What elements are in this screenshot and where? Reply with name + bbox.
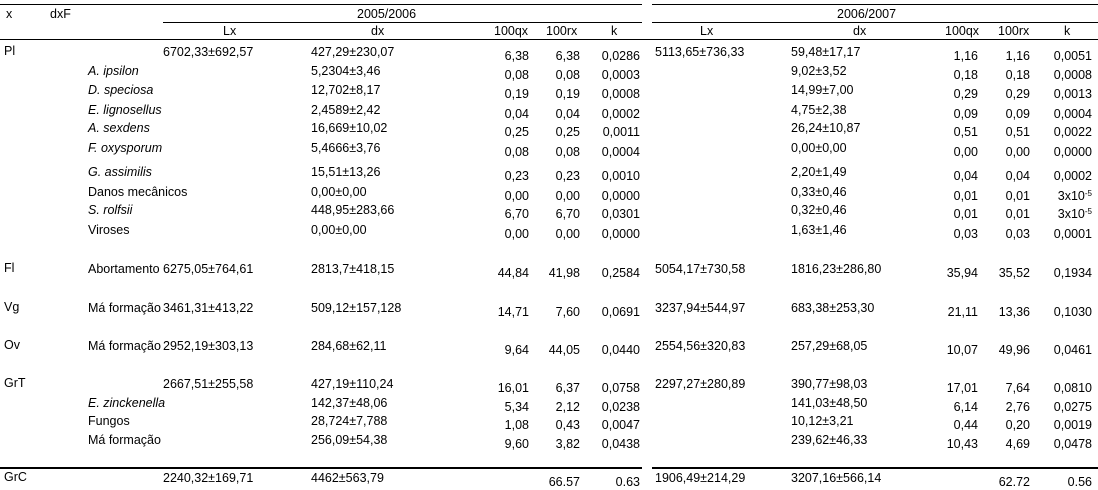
cell-100rx-2006: 13,36 (998, 305, 1030, 319)
cell-dx-2005: 448,95±283,66 (311, 203, 395, 217)
cell-lx-2006: 3237,94±544,97 (655, 301, 746, 315)
cell-100rx-2006: 0,29 (1005, 87, 1030, 101)
cell-k-2006: 0,0275 (1053, 400, 1092, 414)
factor-label: Má formação (88, 301, 161, 315)
cell-100qx-2005: 16,01 (497, 381, 529, 395)
cell-100rx-2006: 62.72 (998, 475, 1030, 489)
header-year-2005-2006: 2005/2006 (357, 7, 417, 21)
cell-100qx-2006: 21,11 (947, 305, 978, 319)
exponent: -5 (1084, 189, 1092, 198)
cell-100rx-2006: 0,03 (1005, 227, 1030, 241)
header-k-b: k (1064, 24, 1071, 38)
cell-k-2005: 0,0238 (601, 400, 640, 414)
cell-100rx-2006: 0,51 (1005, 125, 1030, 139)
cell-k-2006: 0,0051 (1053, 49, 1092, 63)
cell-100qx-2006: 0,01 (953, 189, 978, 203)
cell-100qx-2005: 6,70 (504, 207, 529, 221)
cell-100rx-2006: 1,16 (1005, 49, 1030, 63)
cell-lx-2006: 2297,27±280,89 (655, 377, 746, 391)
cell-k-2005: 0,0286 (601, 49, 640, 63)
cell-100qx-2006: 0,29 (953, 87, 978, 101)
cell-100rx-2006: 0,01 (1005, 189, 1030, 203)
cell-100rx-2006: 0,04 (1005, 169, 1030, 183)
cell-dx-2006: 0,32±0,46 (791, 203, 847, 217)
cell-100qx-2005: 5,34 (504, 400, 529, 414)
cell-dx-2005: 4462±563,79 (311, 471, 384, 485)
cell-dx-2006: 239,62±46,33 (791, 433, 868, 447)
cell-100rx-2006: 0,18 (1005, 68, 1030, 82)
cell-100qx-2006: 35,94 (946, 266, 978, 280)
top-rule-right (652, 4, 1098, 5)
cell-100rx-2005: 0,23 (555, 169, 580, 183)
cell-k-2006: 0,0461 (1053, 343, 1092, 357)
cell-dx-2005: 284,68±62,11 (311, 339, 387, 353)
cell-k-2005: 0,0011 (602, 125, 640, 139)
header-100rx-a: 100rx (546, 24, 578, 38)
cell-100qx-2006: 0,01 (953, 207, 978, 221)
factor-label: A. sexdens (88, 121, 150, 135)
cell-100qx-2006: 1,16 (953, 49, 978, 63)
cell-k-2006: 0,0000 (1053, 145, 1092, 159)
cell-k-2005: 0,2584 (601, 266, 640, 280)
cell-lx-2005: 6702,33±692,57 (163, 45, 254, 59)
factor-label: E. lignosellus (88, 103, 162, 117)
header-100rx-b: 100rx (998, 24, 1030, 38)
cell-lx-2005: 2667,51±255,58 (163, 377, 254, 391)
cell-100rx-2005: 6,37 (555, 381, 580, 395)
cell-dx-2005: 427,19±110,24 (311, 377, 394, 391)
cell-100qx-2005: 14,71 (497, 305, 529, 319)
cell-dx-2006: 390,77±98,03 (791, 377, 868, 391)
group-rule-right (652, 22, 1098, 23)
header-100qx-a: 100qx (494, 24, 529, 38)
cell-100qx-2005: 44,84 (497, 266, 529, 280)
header-dx-b: dx (853, 24, 867, 38)
cell-dx-2006: 9,02±3,52 (791, 64, 847, 78)
cell-lx-2006: 5054,17±730,58 (655, 262, 746, 276)
cell-k-2005: 0,0691 (601, 305, 640, 319)
cell-k-2006: 0,0001 (1053, 227, 1092, 241)
cell-100qx-2006: 0,09 (953, 107, 978, 121)
cell-100qx-2006: 6,14 (953, 400, 978, 414)
cell-100qx-2005: 0,08 (504, 68, 529, 82)
factor-label: F. oxysporum (88, 141, 163, 155)
cell-100qx-2005: 0,19 (504, 87, 529, 101)
cell-k-2006: 0,0478 (1053, 437, 1092, 451)
cell-100rx-2006: 0,09 (1005, 107, 1030, 121)
cell-dx-2005: 16,669±10,02 (311, 121, 388, 135)
bottom-rule-left (0, 467, 642, 469)
cell-k-2005: 0,0758 (601, 381, 640, 395)
cell-k-2006: 0,0004 (1053, 107, 1092, 121)
cell-dx-2005: 28,724±7,788 (311, 414, 388, 428)
cell-100qx-2006: 0,00 (953, 145, 978, 159)
cell-100qx-2005: 6,38 (504, 49, 529, 63)
exponent: -5 (1084, 207, 1092, 216)
cell-dx-2006: 3207,16±566,14 (791, 471, 882, 485)
cell-100rx-2006: 2,76 (1005, 400, 1030, 414)
cell-lx-2005: 6275,05±764,61 (163, 262, 254, 276)
cell-dx-2005: 0,00±0,00 (311, 185, 367, 199)
cell-k-2005: 0,0010 (601, 169, 640, 183)
bottom-rule-right (652, 467, 1098, 469)
cell-dx-2005: 12,702±8,17 (311, 83, 381, 97)
cell-dx-2006: 683,38±253,30 (791, 301, 875, 315)
cell-100qx-2005: 0,00 (504, 227, 529, 241)
cell-100rx-2005: 0,19 (555, 87, 580, 101)
cell-k-2006: 0,0013 (1053, 87, 1092, 101)
cell-100qx-2005: 9,60 (504, 437, 529, 451)
cell-100qx-2005: 0,00 (504, 189, 529, 203)
cell-100rx-2006: 7,64 (1005, 381, 1030, 395)
cell-100rx-2005: 0,04 (555, 107, 580, 121)
header-dx-a: dx (371, 24, 385, 38)
cell-100rx-2005: 6,38 (555, 49, 580, 63)
cell-dx-2006: 4,75±2,38 (791, 103, 847, 117)
factor-label: Má formação (88, 433, 161, 447)
cell-k-2005: 0,0301 (601, 207, 640, 221)
cell-dx-2005: 256,09±54,38 (311, 433, 388, 447)
cell-lx-2006: 5113,65±736,33 (655, 45, 745, 59)
cell-k-2005: 0,0008 (601, 87, 640, 101)
cell-100qx-2006: 0,18 (953, 68, 978, 82)
cell-100qx-2006: 10,07 (946, 343, 978, 357)
stage-label: Ov (4, 338, 20, 352)
cell-dx-2006: 59,48±17,17 (791, 45, 861, 59)
cell-k-2006: 0,1934 (1053, 266, 1092, 280)
cell-100rx-2005: 3,82 (555, 437, 580, 451)
cell-dx-2005: 5,4666±3,76 (311, 141, 381, 155)
cell-lx-2006: 1906,49±214,29 (655, 471, 746, 485)
cell-100qx-2005: 9,64 (504, 343, 529, 357)
cell-k-2005: 0,0000 (601, 227, 640, 241)
cell-lx-2005: 2952,19±303,13 (163, 339, 254, 353)
factor-label: Má formação (88, 339, 161, 353)
cell-lx-2005: 2240,32±169,71 (163, 471, 254, 485)
cell-100qx-2005: 0,04 (504, 107, 529, 121)
header-x: x (6, 7, 13, 21)
cell-100rx-2005: 2,12 (555, 400, 580, 414)
header-bottom-rule (0, 39, 1098, 40)
factor-label: D. speciosa (88, 83, 154, 97)
cell-dx-2005: 142,37±48,06 (311, 396, 388, 410)
cell-k-2006: 0,0810 (1053, 381, 1092, 395)
stage-label: Vg (4, 300, 20, 314)
cell-k-2006: 0.56 (1067, 475, 1092, 489)
stage-label: Pl (4, 44, 16, 58)
factor-label: S. rolfsii (88, 203, 133, 217)
cell-100qx-2006: 17,01 (946, 381, 978, 395)
cell-k-2005: 0.63 (615, 475, 640, 489)
header-year-2006-2007: 2006/2007 (837, 7, 897, 21)
cell-100rx-2006: 4,69 (1005, 437, 1030, 451)
group-rule-left (163, 22, 642, 23)
cell-100rx-2005: 41,98 (548, 266, 580, 280)
factor-label: E. zinckenella (88, 396, 166, 410)
cell-100qx-2006: 0,03 (953, 227, 978, 241)
cell-dx-2006: 0,33±0,46 (791, 185, 847, 199)
header-100qx-b: 100qx (945, 24, 980, 38)
cell-dx-2005: 15,51±13,26 (311, 165, 381, 179)
stage-label: Fl (4, 261, 15, 275)
factor-label: Fungos (88, 414, 130, 428)
cell-100qx-2005: 0,08 (504, 145, 529, 159)
cell-k-2006: 0,1030 (1053, 305, 1092, 319)
cell-100qx-2005: 0,25 (504, 125, 529, 139)
cell-100rx-2006: 0,00 (1005, 145, 1030, 159)
header-dxf: dxF (50, 7, 71, 21)
cell-dx-2006: 26,24±10,87 (791, 121, 861, 135)
cell-k-2005: 0,0003 (601, 68, 640, 82)
cell-dx-2006: 1816,23±286,80 (791, 262, 882, 276)
cell-100rx-2006: 0,20 (1005, 418, 1030, 432)
cell-100rx-2005: 0,08 (555, 145, 580, 159)
cell-lx-2005: 3461,31±413,22 (163, 301, 254, 315)
cell-k-2005: 0,0000 (601, 189, 640, 203)
cell-dx-2005: 2813,7±418,15 (311, 262, 395, 276)
factor-label: G. assimilis (88, 165, 152, 179)
factor-label: Abortamento (88, 262, 160, 276)
cell-100rx-2005: 0,00 (555, 189, 580, 203)
cell-100qx-2005: 0,23 (504, 169, 529, 183)
cell-100rx-2005: 0,43 (555, 418, 580, 432)
cell-k-2006: 0,0019 (1053, 418, 1092, 432)
cell-100qx-2006: 0,51 (953, 125, 978, 139)
cell-k-2005: 0,0002 (601, 107, 640, 121)
cell-100qx-2006: 0,44 (953, 418, 978, 432)
cell-100qx-2006: 10,43 (946, 437, 978, 451)
cell-k-2006: 0,0002 (1053, 169, 1092, 183)
cell-dx-2006: 10,12±3,21 (791, 414, 854, 428)
factor-label: Danos mecânicos (88, 185, 188, 199)
cell-k-2006: $3x10^{-5}$ (1057, 189, 1092, 203)
cell-dx-2005: 2,4589±2,42 (311, 103, 381, 117)
cell-k-2005: 0,0004 (601, 145, 640, 159)
cell-dx-2006: 14,99±7,00 (791, 83, 854, 97)
cell-dx-2006: 0,00±0,00 (791, 141, 847, 155)
factor-label: A. ipsilon (88, 64, 139, 78)
header-lx-b: Lx (700, 24, 714, 38)
cell-100qx-2005: 1,08 (504, 418, 529, 432)
header-lx-a: Lx (223, 24, 237, 38)
cell-dx-2005: 5,2304±3,46 (311, 64, 381, 78)
cell-100rx-2005: 66.57 (548, 475, 580, 489)
cell-lx-2006: 2554,56±320,83 (655, 339, 746, 353)
cell-k-2005: 0,0047 (601, 418, 640, 432)
cell-100rx-2006: 35,52 (998, 266, 1030, 280)
cell-100rx-2005: 0,08 (555, 68, 580, 82)
cell-100rx-2005: 0,25 (555, 125, 580, 139)
stage-label: GrT (4, 376, 26, 390)
cell-k-2006: 0,0022 (1053, 125, 1092, 139)
top-rule-left (0, 4, 642, 5)
factor-label: Viroses (88, 223, 130, 237)
cell-100rx-2005: 44,05 (548, 343, 580, 357)
stage-label: GrC (4, 470, 27, 484)
cell-100rx-2005: 7,60 (555, 305, 580, 319)
cell-k-2005: 0,0438 (601, 437, 640, 451)
cell-dx-2006: 1,63±1,46 (791, 223, 847, 237)
cell-100qx-2006: 0,04 (953, 169, 978, 183)
cell-dx-2005: 427,29±230,07 (311, 45, 395, 59)
cell-100rx-2005: 6,70 (555, 207, 580, 221)
cell-dx-2006: 2,20±1,49 (791, 165, 847, 179)
cell-dx-2005: 0,00±0,00 (311, 223, 367, 237)
cell-100rx-2006: 49,96 (998, 343, 1030, 357)
cell-dx-2005: 509,12±157,128 (311, 301, 402, 315)
cell-100rx-2005: 0,00 (555, 227, 580, 241)
cell-dx-2006: 257,29±68,05 (791, 339, 868, 353)
cell-dx-2006: 141,03±48,50 (791, 396, 868, 410)
header-k-a: k (611, 24, 618, 38)
cell-100rx-2006: 0,01 (1005, 207, 1030, 221)
cell-k-2006: $3x10^{-5}$ (1057, 207, 1092, 221)
cell-k-2005: 0,0440 (601, 343, 640, 357)
cell-k-2006: 0,0008 (1053, 68, 1092, 82)
